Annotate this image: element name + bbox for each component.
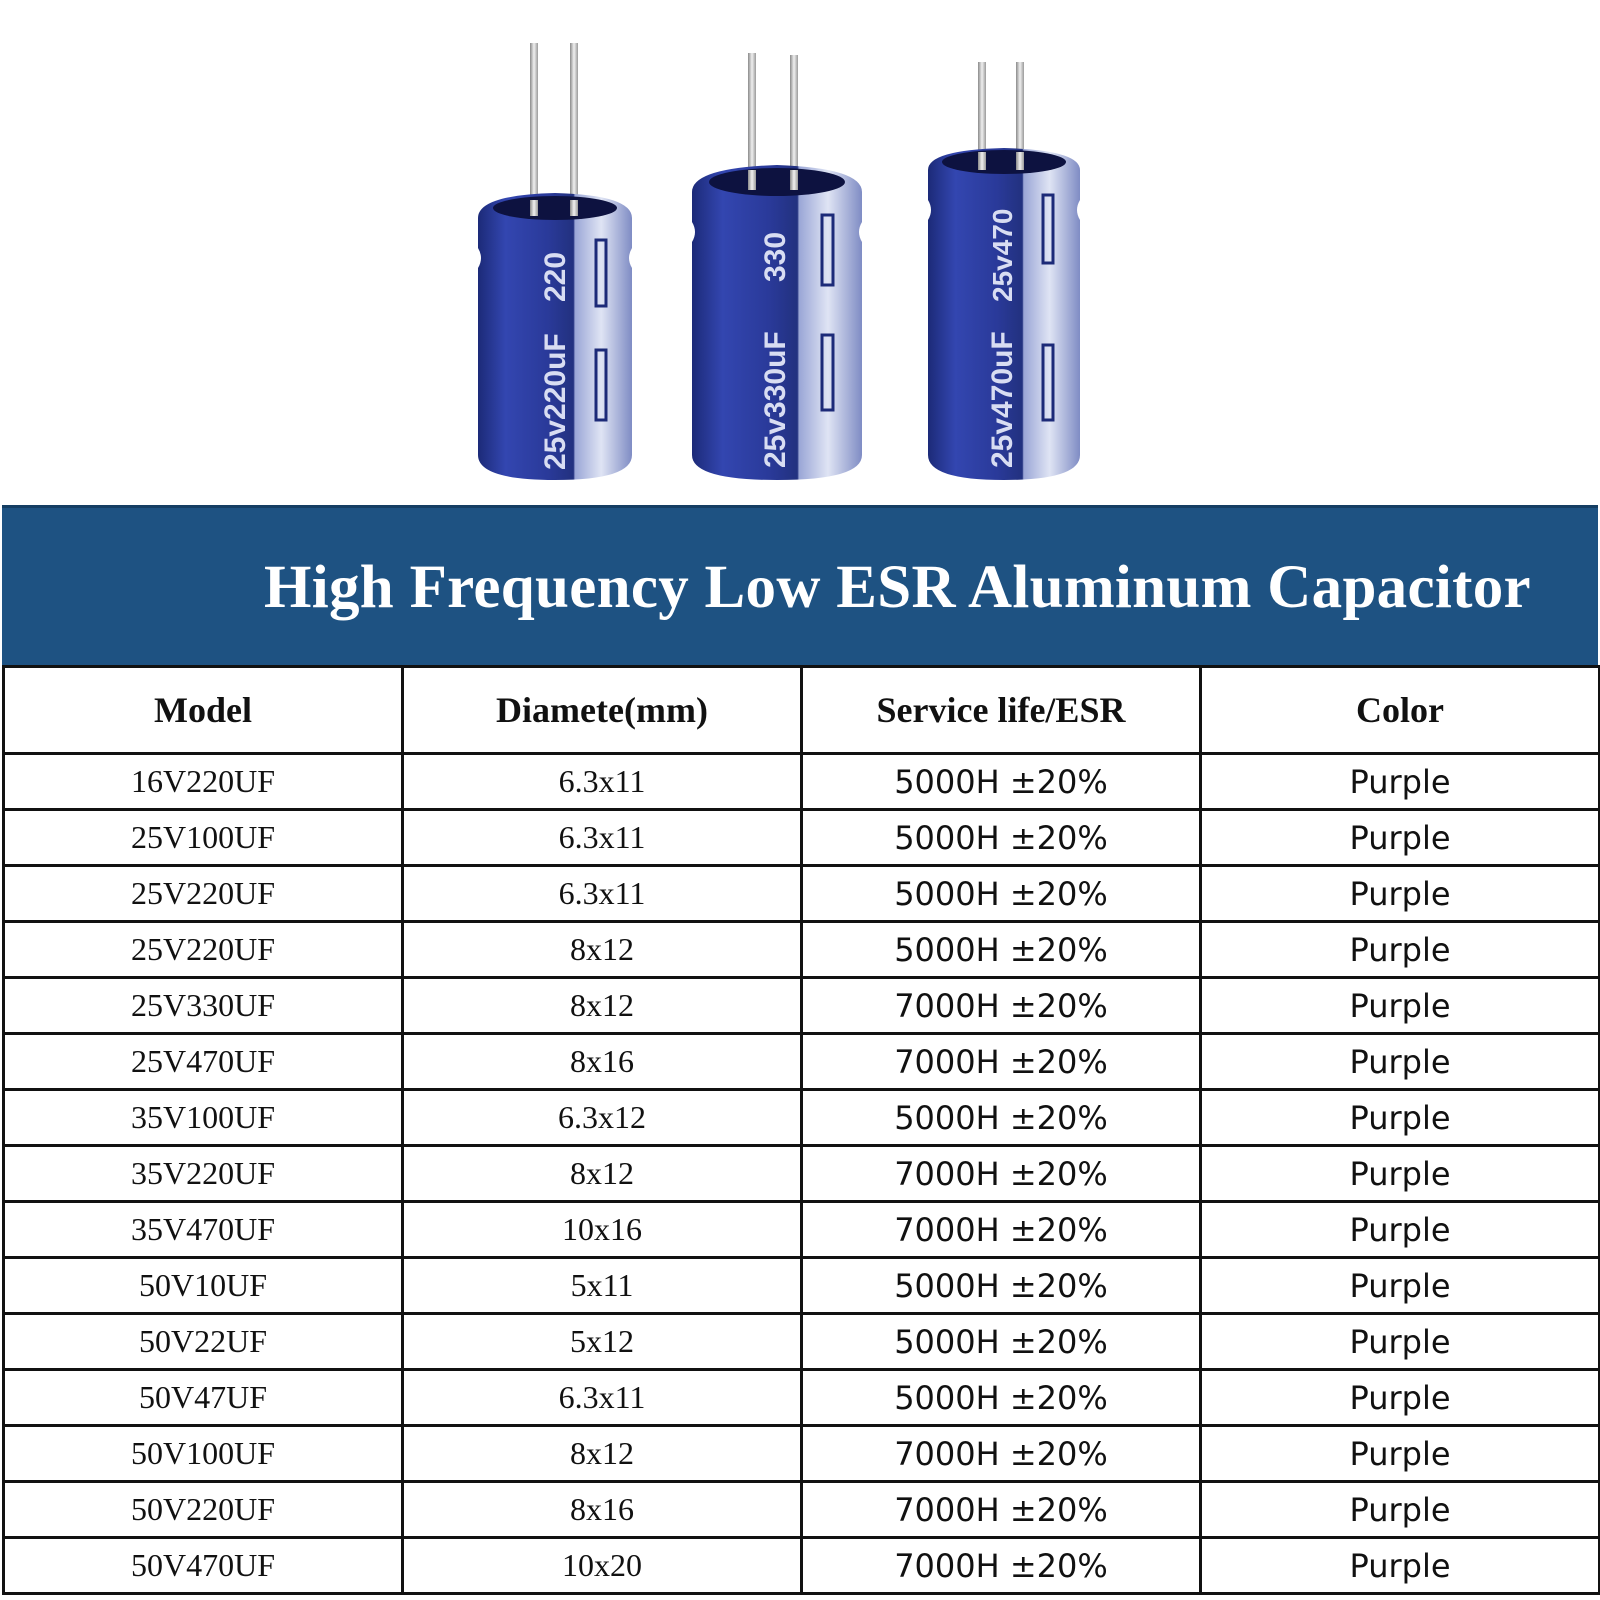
capacitor-330uf — [692, 53, 862, 480]
service-life-cell: 5000H ±20% — [802, 1370, 1201, 1426]
capacitor-label: 25v220uF — [539, 333, 572, 470]
service-life-cell: 7000H ±20% — [802, 1482, 1201, 1538]
capacitor-label-side: 220 — [539, 251, 572, 302]
color-cell: Purple — [1201, 1202, 1600, 1258]
capacitor-220uf — [478, 43, 632, 480]
diameter-cell: 6.3x11 — [403, 866, 802, 922]
page-title: High Frequency Low ESR Aluminum Capacitor — [264, 554, 1531, 621]
table-row — [4, 1090, 1600, 1146]
table-row — [4, 1538, 1600, 1594]
model-cell: 50V10UF — [4, 1258, 403, 1314]
service-life-cell: 7000H ±20% — [802, 978, 1201, 1034]
diameter-cell: 8x16 — [403, 1034, 802, 1090]
color-cell: Purple — [1201, 866, 1600, 922]
diameter-cell: 8x16 — [403, 1482, 802, 1538]
service-life-cell: 5000H ±20% — [802, 1258, 1201, 1314]
model-cell: 25V470UF — [4, 1034, 403, 1090]
table-row — [4, 1426, 1600, 1482]
capacitor-label-side: 330 — [759, 231, 792, 282]
color-cell: Purple — [1201, 1146, 1600, 1202]
model-cell: 35V100UF — [4, 1090, 403, 1146]
table-row — [4, 1370, 1600, 1426]
table-row — [4, 1482, 1600, 1538]
table-row — [4, 1034, 1600, 1090]
diameter-cell: 6.3x11 — [403, 754, 802, 810]
color-cell: Purple — [1201, 1314, 1600, 1370]
column-header-model: Model — [4, 667, 403, 754]
column-header-diameter: Diamete(mm) — [403, 667, 802, 754]
table-row — [4, 866, 1600, 922]
model-cell: 25V100UF — [4, 810, 403, 866]
title-banner — [2, 505, 1598, 665]
service-life-cell: 5000H ±20% — [802, 1090, 1201, 1146]
color-cell: Purple — [1201, 1258, 1600, 1314]
service-life-cell: 7000H ±20% — [802, 1202, 1201, 1258]
model-cell: 50V22UF — [4, 1314, 403, 1370]
color-cell: Purple — [1201, 1034, 1600, 1090]
diameter-cell: 8x12 — [403, 922, 802, 978]
table-row — [4, 1146, 1600, 1202]
diameter-cell: 5x11 — [403, 1258, 802, 1314]
diameter-cell: 10x20 — [403, 1538, 802, 1594]
color-cell: Purple — [1201, 754, 1600, 810]
table-row — [4, 922, 1600, 978]
diameter-cell: 8x12 — [403, 978, 802, 1034]
model-cell: 50V220UF — [4, 1482, 403, 1538]
column-header-service-life: Service life/ESR — [802, 667, 1201, 754]
capacitor-label-side: 25v470 — [987, 208, 1018, 302]
service-life-cell: 5000H ±20% — [802, 922, 1201, 978]
diameter-cell: 6.3x11 — [403, 810, 802, 866]
color-cell: Purple — [1201, 1090, 1600, 1146]
spec-table — [2, 665, 1600, 1595]
table-row — [4, 1202, 1600, 1258]
model-cell: 50V100UF — [4, 1426, 403, 1482]
service-life-cell: 5000H ±20% — [802, 810, 1201, 866]
diameter-cell: 5x12 — [403, 1314, 802, 1370]
table-row — [4, 810, 1600, 866]
service-life-cell: 5000H ±20% — [802, 866, 1201, 922]
color-cell: Purple — [1201, 1538, 1600, 1594]
service-life-cell: 7000H ±20% — [802, 1538, 1201, 1594]
model-cell: 35V470UF — [4, 1202, 403, 1258]
diameter-cell: 6.3x11 — [403, 1370, 802, 1426]
service-life-cell: 7000H ±20% — [802, 1034, 1201, 1090]
color-cell: Purple — [1201, 978, 1600, 1034]
color-cell: Purple — [1201, 1426, 1600, 1482]
table-row — [4, 1314, 1600, 1370]
service-life-cell: 7000H ±20% — [802, 1426, 1201, 1482]
table-row — [4, 754, 1600, 810]
model-cell: 50V47UF — [4, 1370, 403, 1426]
model-cell: 25V330UF — [4, 978, 403, 1034]
service-life-cell: 5000H ±20% — [802, 754, 1201, 810]
capacitor-label: 25v470uF — [986, 331, 1019, 468]
table-header-row — [4, 667, 1600, 754]
capacitor-product-photo — [0, 0, 1600, 505]
table-row — [4, 978, 1600, 1034]
diameter-cell: 10x16 — [403, 1202, 802, 1258]
model-cell: 50V470UF — [4, 1538, 403, 1594]
capacitor-470uf — [928, 62, 1080, 480]
service-life-cell: 5000H ±20% — [802, 1314, 1201, 1370]
column-header-color: Color — [1201, 667, 1600, 754]
capacitor-label: 25v330uF — [759, 331, 792, 468]
model-cell: 25V220UF — [4, 922, 403, 978]
service-life-cell: 7000H ±20% — [802, 1146, 1201, 1202]
color-cell: Purple — [1201, 1482, 1600, 1538]
model-cell: 35V220UF — [4, 1146, 403, 1202]
model-cell: 25V220UF — [4, 866, 403, 922]
color-cell: Purple — [1201, 922, 1600, 978]
color-cell: Purple — [1201, 1370, 1600, 1426]
diameter-cell: 8x12 — [403, 1426, 802, 1482]
diameter-cell: 6.3x12 — [403, 1090, 802, 1146]
table-row — [4, 1258, 1600, 1314]
color-cell: Purple — [1201, 810, 1600, 866]
diameter-cell: 8x12 — [403, 1146, 802, 1202]
model-cell: 16V220UF — [4, 754, 403, 810]
